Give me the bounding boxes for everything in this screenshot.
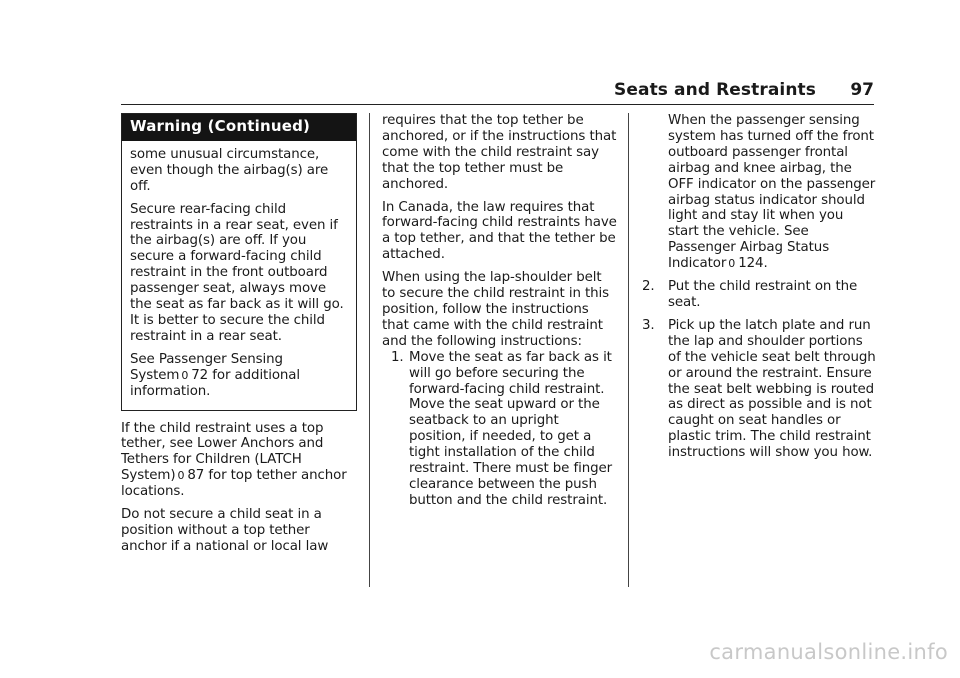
step-number: 1. <box>391 349 404 365</box>
warning-paragraph: Secure rear-facing child restraints in a rear seat, even if the airbag(s) are off. If you secure a forward-facing child restraint in the front outboard passenger seat, always move the seat as far back as it will go. It is better to secure the child restraint in a rear seat. <box>130 201 344 344</box>
body-paragraph <box>121 421 357 501</box>
warning-title: Warning (Continued) <box>122 114 356 141</box>
page-reference-icon: 0 <box>181 368 189 382</box>
step-text: Move the seat as far back as it will go before securing the forward-facing child restraint. Move the seat upward or the seatback to an upright position, if needed, to get a tight installation of the child restraint. There must be finger clearance between the push button and the child restraint. <box>409 349 613 508</box>
warning-body <box>122 141 356 410</box>
step-list <box>382 350 618 509</box>
step-list <box>642 279 878 461</box>
page-header <box>121 80 874 105</box>
reference-text: If the child restraint uses a top tether, see Lower Anchors and Tethers for Children (LATCH System) <box>121 420 324 484</box>
warning-box <box>121 113 357 411</box>
column-divider <box>369 113 370 587</box>
list-item <box>642 279 878 311</box>
step-continuation <box>642 113 878 272</box>
column-2 <box>382 113 618 516</box>
page-reference-icon: 0 <box>728 257 736 271</box>
page-reference-link[interactable]: 72 <box>191 367 209 383</box>
warning-paragraph: some unusual circumstance, even though the airbag(s) are off. <box>130 146 329 194</box>
body-paragraph: When using the lap-shoulder belt to secure the child restraint in this position, follow the instructions that came with the child restraint and the following instructions: <box>382 270 610 349</box>
column-3 <box>642 113 878 468</box>
page-reference-icon: 0 <box>177 469 185 483</box>
step-text: Put the child restraint on the seat. <box>668 279 858 310</box>
watermark: carmanualsonline.info <box>709 640 948 664</box>
step-text: Pick up the latch plate and run the lap and shoulder portions of the vehicle seat belt through or around the restraint. Ensure the seat belt webbing is routed as direct as possible and is not caught on seat handles or plastic trim. The child restraint instructions will show you how. <box>668 317 876 461</box>
page-reference-link[interactable]: 124 <box>738 256 764 272</box>
reference-text: for top tether anchor locations. <box>121 468 347 500</box>
reference-text: . <box>763 256 768 272</box>
section-title: Seats and Restraints <box>614 80 816 100</box>
warning-paragraph-reference <box>130 352 348 400</box>
step-number: 3. <box>642 317 655 333</box>
body-paragraph: requires that the top tether be anchored, or if the instructions that come with the child restraint say that the top tether must be anchored. <box>382 113 617 192</box>
body-paragraph: Do not secure a child seat in a position without a top tether anchor if a national or local law <box>121 507 329 554</box>
list-item <box>391 350 618 509</box>
column-divider <box>628 113 629 587</box>
reference-text: See Passenger Sensing System <box>130 351 283 383</box>
step-number: 2. <box>642 279 655 295</box>
list-item <box>642 318 878 461</box>
page-number: 97 <box>850 80 874 100</box>
column-1 <box>121 113 357 562</box>
body-paragraph: In Canada, the law requires that forward-facing child restraints have a top tether, and that the tether be attached. <box>382 199 617 263</box>
reference-text: When the passenger sensing system has turned off the front outboard passenger frontal airbag and knee airbag, the OFF indicator on the passenger airbag status indicator should light and stay lit when you start the vehicle. See Passenger Airbag Status Indicator <box>668 113 876 272</box>
page-reference-link[interactable]: 87 <box>187 468 205 484</box>
reference-text: for additional information. <box>130 367 301 399</box>
